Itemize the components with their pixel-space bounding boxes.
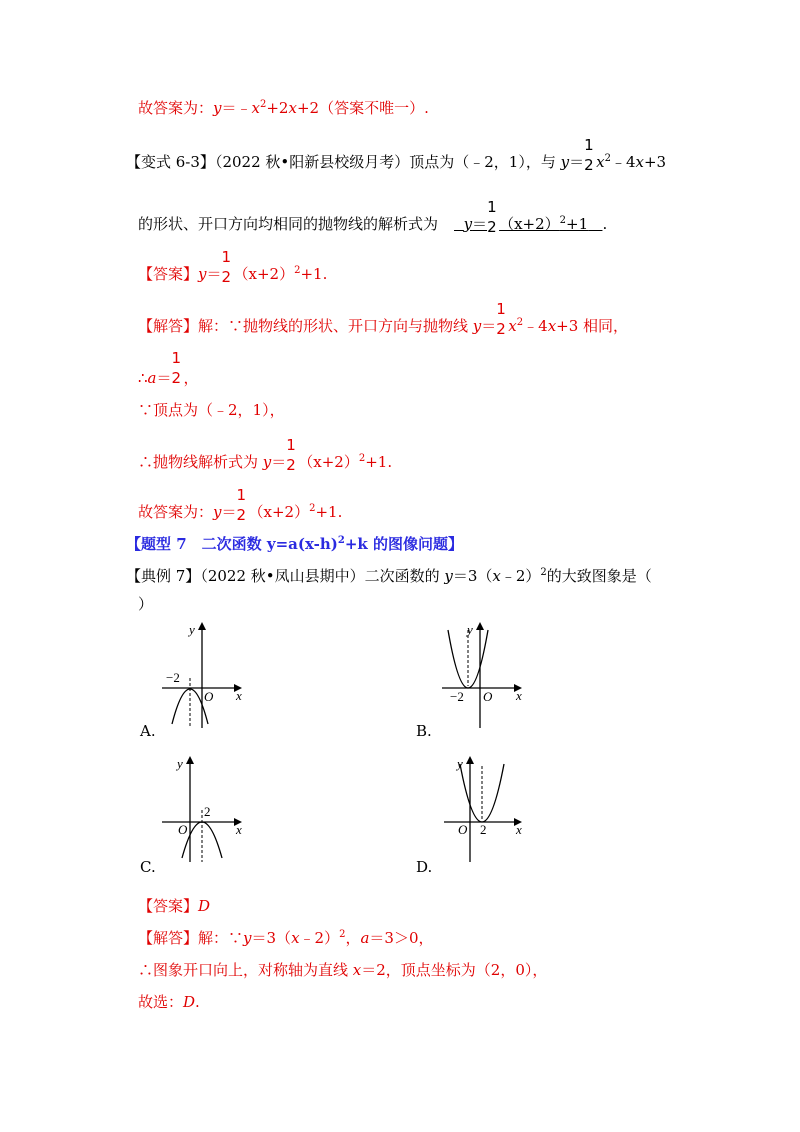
origin-label: O	[178, 822, 188, 837]
numerator: 1	[584, 136, 594, 154]
x-label: x	[516, 688, 522, 703]
solution-line-6	[138, 928, 434, 951]
var-y: y	[198, 265, 207, 283]
term: +2	[266, 99, 289, 117]
var-y: y	[463, 215, 473, 233]
term: ＝3＞0，	[369, 929, 434, 947]
example-question	[126, 566, 652, 589]
y-axis-arrow	[466, 756, 474, 764]
var-y: y	[444, 567, 453, 585]
denominator: 2	[286, 456, 296, 474]
solution-tag: 【解答】	[138, 929, 199, 947]
section-title-part: +k 的图像问题】	[344, 535, 464, 553]
term: ﹣2）	[500, 567, 541, 585]
section-title-part: 【题型 7 二次函数 y=a(x-h)	[126, 535, 338, 553]
term: +1.	[365, 453, 393, 471]
numerator: 1	[171, 349, 182, 367]
period: .	[195, 993, 200, 1011]
exponent: 2	[540, 567, 547, 578]
fraction	[221, 248, 234, 287]
denominator: 2	[171, 369, 182, 387]
fraction	[236, 486, 249, 525]
exponent: 2	[604, 153, 611, 164]
variant-question-line-2	[138, 198, 608, 237]
exponent: 2	[516, 317, 524, 328]
equals: ＝	[221, 503, 237, 521]
question-text: 的形状、开口方向均相同的抛物线的解析式为	[138, 215, 439, 233]
variant-header	[126, 136, 667, 175]
term: ﹣4	[523, 317, 548, 335]
equals: ＝	[569, 153, 585, 171]
var-a: a	[147, 369, 157, 387]
var-x: x	[508, 317, 517, 335]
denominator: 2	[487, 218, 497, 236]
variant-tag: 【变式 6-3】	[126, 153, 215, 171]
term: （x+2）	[248, 503, 310, 521]
comma: ，	[345, 929, 361, 947]
exponent: 2	[339, 929, 346, 940]
fraction	[487, 198, 499, 237]
blank-answer	[454, 198, 602, 236]
y-label: y	[467, 622, 473, 637]
var-x: x	[635, 153, 644, 171]
answer-value: D	[183, 993, 196, 1011]
variant-source: （2022 秋•阳新县校级月考）顶点为（﹣2，1），与	[214, 153, 561, 171]
answer-value: D	[198, 897, 211, 915]
equals: ＝﹣	[221, 99, 252, 117]
var-y: y	[213, 99, 222, 117]
period: .	[602, 215, 608, 233]
example-text: （2022 秋•凤山县期中）二次函数的	[200, 567, 445, 585]
var-x: x	[492, 567, 501, 585]
fraction	[584, 136, 596, 175]
solution-line-7	[138, 960, 547, 980]
y-label: y	[457, 756, 463, 771]
term: +3 相同，	[556, 317, 629, 335]
fraction	[286, 436, 298, 475]
term: +1.	[300, 265, 328, 283]
denominator: 2	[584, 156, 594, 174]
answer-tag: 【答案】	[138, 897, 199, 915]
equals: ＝	[271, 453, 287, 471]
exponent: 2	[358, 453, 366, 464]
solution-text: 解：∵	[198, 929, 244, 947]
var-x: x	[251, 99, 260, 117]
example-close-paren: ）	[138, 595, 154, 613]
solution-tag: 【解答】	[138, 317, 199, 335]
solution-text: ∴图象开口向上，对称轴为直线	[138, 961, 353, 979]
var-x: x	[352, 961, 362, 979]
var-y: y	[560, 153, 570, 171]
term: ﹣2）	[299, 929, 340, 947]
solution-text: 故选：	[138, 993, 184, 1011]
denominator: 2	[236, 506, 247, 524]
answer-line-2	[138, 896, 210, 916]
section-title	[126, 534, 463, 557]
y-axis-arrow	[198, 622, 206, 630]
equals: ＝	[206, 265, 222, 283]
option-a[interactable]: A.	[140, 722, 156, 740]
tick-label: 2	[480, 822, 487, 837]
solution-line-3: ∵顶点为（﹣2，1），	[138, 401, 285, 419]
answer-prefix: 故答案为：	[138, 99, 214, 117]
answer-line	[138, 248, 328, 287]
x-label: x	[516, 822, 522, 837]
term: （x+2）	[233, 265, 295, 283]
y-axis-arrow	[476, 622, 484, 630]
numerator: 1	[487, 198, 497, 216]
denominator: 2	[496, 320, 506, 338]
term: +3	[643, 153, 667, 171]
y-label: y	[189, 622, 195, 637]
exponent: 2	[259, 99, 267, 110]
parabola	[448, 630, 488, 688]
example-tag: 【典例 7】	[126, 567, 201, 585]
solution-text: ∴抛物线解析式为	[138, 453, 263, 471]
solution-text: 故答案为：	[138, 503, 214, 521]
graph-a	[160, 620, 250, 730]
solution-line-5	[138, 486, 343, 525]
solution-text: 解：∵抛物线的形状、开口方向与抛物线	[198, 317, 473, 335]
solution-line-1	[138, 300, 629, 339]
solution-line-2	[138, 349, 199, 388]
tick-label: −2	[450, 689, 464, 704]
var-y: y	[262, 453, 272, 471]
fraction	[171, 349, 184, 388]
numerator: 1	[496, 300, 506, 318]
answer-line-1	[138, 98, 429, 121]
comma: ，	[183, 369, 199, 387]
x-label: x	[236, 822, 242, 837]
graph-b	[440, 620, 530, 730]
denominator: 2	[221, 268, 232, 286]
option-d[interactable]: D.	[416, 858, 433, 876]
option-b[interactable]: B.	[416, 722, 432, 740]
note: （答案不唯一）.	[319, 99, 429, 117]
numerator: 1	[236, 486, 247, 504]
numerator: 1	[221, 248, 232, 266]
equals: ＝3（	[452, 567, 493, 585]
term: ﹣4	[610, 153, 636, 171]
var-x: x	[547, 317, 557, 335]
var-y: y	[472, 317, 482, 335]
fraction	[496, 300, 508, 339]
term: +1	[566, 215, 589, 233]
origin-label: O	[204, 689, 214, 704]
term: （x+2）	[298, 453, 359, 471]
solution-text: ＝2，顶点坐标为（2，0），	[361, 961, 548, 979]
exponent: 2	[337, 535, 345, 546]
tick-label: 2	[204, 804, 211, 819]
exponent: 2	[309, 503, 316, 514]
equals: ＝	[156, 369, 172, 387]
x-label: x	[236, 688, 242, 703]
graph-c	[160, 752, 250, 864]
therefore-symbol: ∴	[138, 369, 148, 387]
var-y: y	[213, 503, 222, 521]
exponent: 2	[559, 215, 567, 226]
option-c[interactable]: C.	[140, 858, 156, 876]
origin-label: O	[458, 822, 468, 837]
var-x: x	[291, 929, 300, 947]
y-axis-arrow	[186, 756, 194, 764]
origin-label: O	[483, 689, 493, 704]
numerator: 1	[286, 436, 296, 454]
term: +2	[296, 99, 320, 117]
solution-line-8	[138, 992, 200, 1012]
solution-line-4	[138, 436, 393, 475]
var-x: x	[288, 99, 297, 117]
equals: ＝3（	[251, 929, 292, 947]
term: （x+2）	[499, 215, 560, 233]
term: +1.	[315, 503, 343, 521]
tick-label: −2	[166, 670, 180, 685]
answer-tag: 【答案】	[138, 265, 199, 283]
y-label: y	[177, 756, 183, 771]
equals: ＝	[481, 317, 497, 335]
exponent: 2	[294, 265, 301, 276]
var-x: x	[596, 153, 605, 171]
equals: ＝	[472, 215, 488, 233]
var-y: y	[243, 929, 252, 947]
var-a: a	[360, 929, 370, 947]
graph-d	[440, 752, 530, 864]
example-text: 的大致图象是（	[546, 567, 652, 585]
